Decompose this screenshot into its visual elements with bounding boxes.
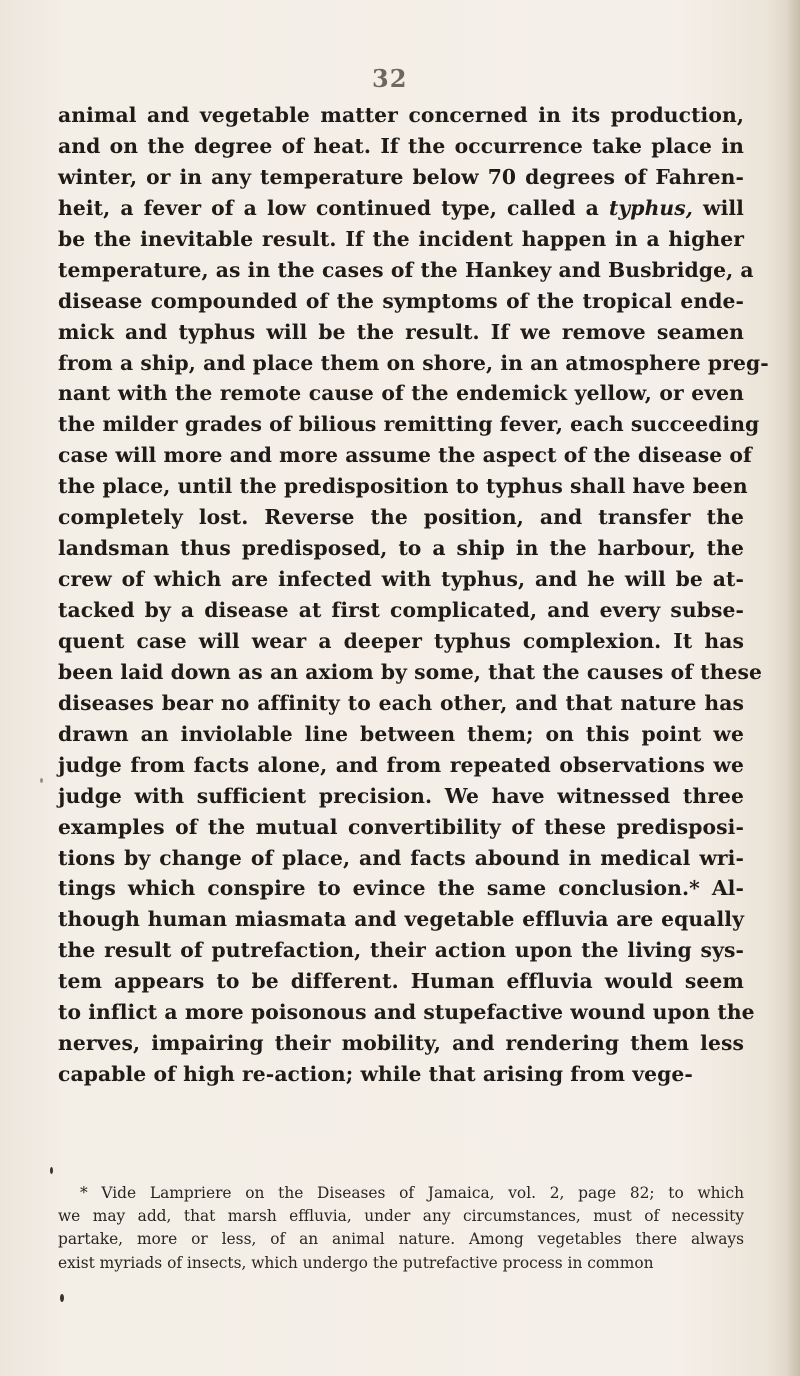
ink-speck: [40, 778, 43, 783]
text-line: and on the degree of heat. If the occurrence take place in: [58, 133, 744, 158]
text-line: from a ship, and place them on shore, in an atmosphere preg-: [58, 350, 769, 375]
text-line: nant with the remote cause of the endemick yellow, or even: [58, 381, 744, 406]
footnote-line: we may add, that marsh effluvia, under any circumstances, must of necessity: [58, 1207, 744, 1226]
text-line: the milder grades of bilious remitting fever, each succeeding: [58, 412, 760, 437]
text-line: winter, or in any temperature below 70 degrees of Fahren-: [58, 164, 744, 189]
text-line: judge with sufficient precision. We have witnessed three: [58, 783, 744, 808]
text-segment: will: [692, 195, 744, 220]
text-line: the place, until the predisposition to typhus shall have been: [58, 474, 748, 499]
text-line: diseases bear no affinity to each other, and that nature has: [58, 690, 744, 715]
footnote-line: exist myriads of insects, which undergo the putrefactive process in common: [58, 1253, 654, 1272]
text-line: tem appears to be different. Human effluvia would seem: [58, 969, 744, 994]
text-line-typhus: [58, 193, 744, 224]
page-edge-shadow: [786, 0, 800, 1376]
ink-speck: [50, 1167, 53, 1174]
text-line: the result of putrefaction, their action upon the living sys-: [58, 938, 744, 963]
page-number: 32: [372, 64, 408, 93]
italic-typhus: typhus,: [608, 195, 693, 220]
text-line: temperature, as in the cases of the Hankey and Busbridge, a: [58, 257, 754, 282]
text-line: be the inevitable result. If the incident happen in a higher: [58, 226, 744, 251]
footnote: [58, 1182, 744, 1275]
text-line: judge from facts alone, and from repeated observations we: [58, 752, 744, 777]
body-text: [58, 100, 769, 1090]
text-line: though human miasmata and vegetable effluvia are equally: [58, 907, 744, 932]
text-line: tings which conspire to evince the same conclusion.* Al-: [58, 876, 744, 901]
text-line: tacked by a disease at first complicated, and every subse-: [58, 598, 744, 622]
text-line: disease compounded of the symptoms of the tropical ende-: [58, 288, 744, 313]
text-line: case will more and more assume the aspect of the disease of: [58, 443, 752, 468]
text-line: drawn an inviolable line between them; on this point we: [58, 721, 744, 746]
text-line: animal and vegetable matter concerned in its production,: [58, 103, 744, 127]
text-line: been laid down as an axiom by some, that the causes of these: [58, 659, 763, 684]
footnote-line: partake, more or less, of an animal nature. Among vegetables there always: [58, 1230, 744, 1249]
text-line: capable of high re-action; while that arising from vege-: [58, 1062, 693, 1087]
text-line: crew of which are infected with typhus, and he will be at-: [58, 567, 744, 592]
ink-speck: [60, 1294, 64, 1302]
text-line: to inflict a more poisonous and stupefactive wound upon the: [58, 1000, 755, 1025]
text-line: nerves, impairing their mobility, and rendering them less: [58, 1031, 744, 1056]
text-line: quent case will wear a deeper typhus complexion. It has: [58, 628, 744, 653]
text-segment: heit, a fever of a low continued type, called a: [58, 195, 609, 220]
text-line: tions by change of place, and facts abound in medical wri-: [58, 845, 744, 870]
text-line: examples of the mutual convertibility of these predisposi-: [58, 814, 744, 839]
text-line: completely lost. Reverse the position, and transfer the: [58, 505, 744, 530]
text-line: mick and typhus will be the result. If we remove seamen: [58, 319, 744, 344]
text-line: landsman thus predisposed, to a ship in the harbour, the: [58, 536, 744, 561]
footnote-line: * Vide Lampriere on the Diseases of Jamaica, vol. 2, page 82; to which: [80, 1184, 744, 1202]
